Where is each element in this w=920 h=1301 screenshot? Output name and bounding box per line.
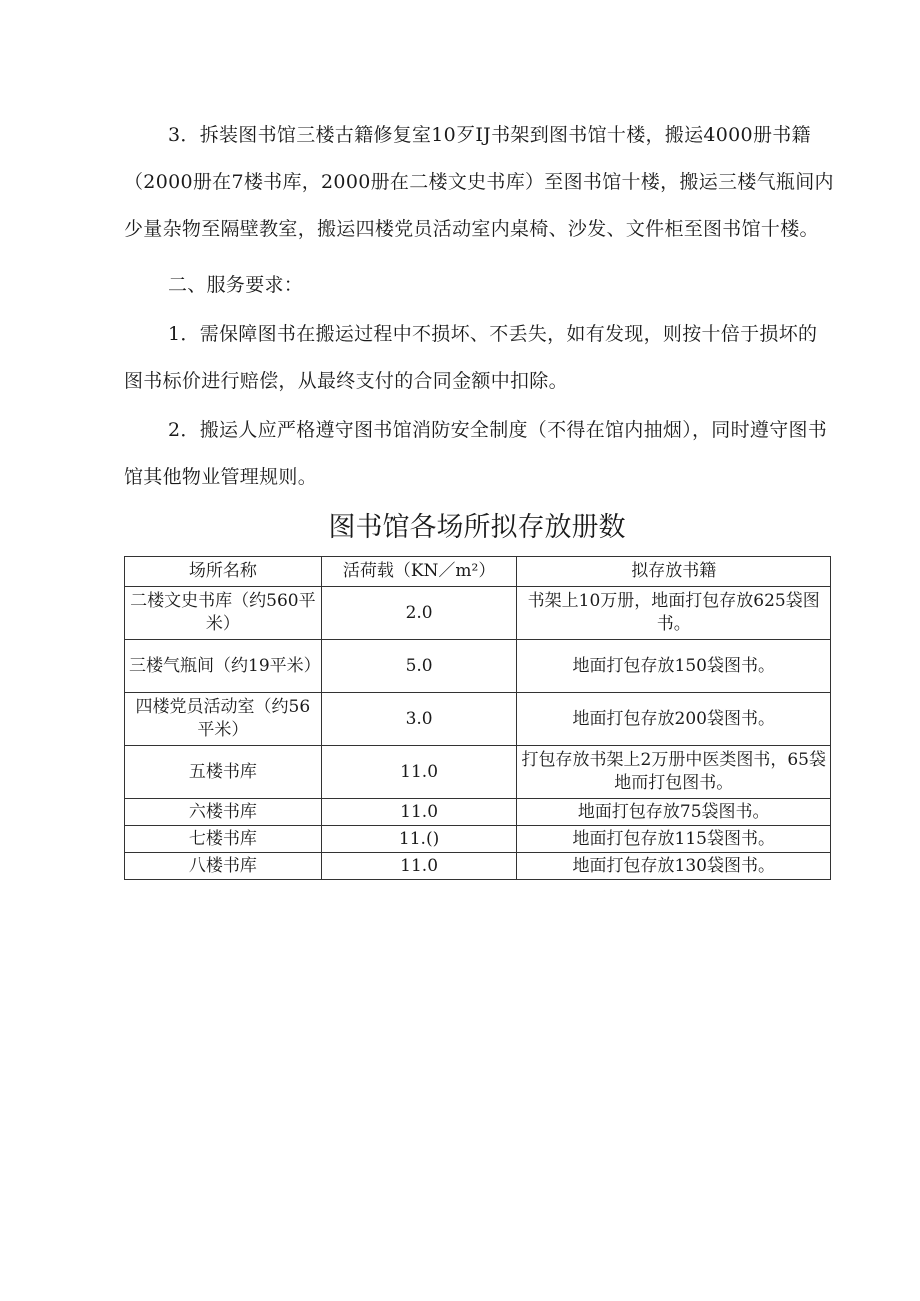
table-row — [125, 693, 831, 746]
header-location: 场所名称 — [125, 557, 322, 587]
cell-live-load: 11.0 — [321, 853, 517, 880]
table-header-row — [125, 557, 831, 587]
cell-planned-books: 打包存放书架上2万册中医类图书，65袋地而打包图书。 — [517, 746, 831, 799]
cell-planned-books: 地面打包存放150袋图书。 — [517, 640, 831, 693]
cell-live-load: 11.() — [321, 826, 517, 853]
paragraph-requirement-1: 1．需保障图书在搬运过程中不损坏、不丢失，如有发现，则按十倍于损坏的图书标价进行赔偿，从最终支付的合同金额中扣除。 — [124, 323, 818, 392]
cell-live-load: 11.0 — [321, 799, 517, 826]
table-row — [125, 746, 831, 799]
cell-location: 五楼书库 — [125, 746, 322, 799]
cell-live-load: 3.0 — [321, 693, 517, 746]
cell-planned-books: 地面打包存放75袋图书。 — [517, 799, 831, 826]
storage-table — [124, 556, 831, 880]
paragraph-item-3: 3．拆装图书馆三楼古籍修复室10歹IJ书架到图书馆十楼，搬运4000册书籍（2000册在7楼书库，2000册在二楼文史书库）至图书馆十楼，搬运三楼气瓶间内少量杂物至隔壁教室，搬运四楼党员活动室内桌椅、沙发、文件柜至图书馆十楼。 — [124, 124, 834, 240]
header-planned-books: 拟存放书籍 — [517, 557, 831, 587]
cell-location: 八楼书库 — [125, 853, 322, 880]
section-heading-service-requirements: 二、服务要求： — [168, 274, 304, 296]
cell-location: 六楼书库 — [125, 799, 322, 826]
table-row — [125, 799, 831, 826]
table-row — [125, 640, 831, 693]
paragraph-requirement-2: 2．搬运人应严格遵守图书馆消防安全制度（不得在馆内抽烟），同时遵守图书馆其他物业管理规则。 — [124, 419, 828, 488]
table-row — [125, 826, 831, 853]
table-title: 图书馆各场所拟存放册数 — [328, 512, 626, 543]
cell-planned-books: 地面打包存放130袋图书。 — [517, 853, 831, 880]
cell-location: 二楼文史书库（约560平米） — [125, 587, 322, 640]
cell-location: 七楼书库 — [125, 826, 322, 853]
cell-live-load: 11.0 — [321, 746, 517, 799]
table-row — [125, 587, 831, 640]
cell-planned-books: 地面打包存放115袋图书。 — [517, 826, 831, 853]
cell-location: 三楼气瓶间（约19平米） — [125, 640, 322, 693]
cell-live-load: 5.0 — [321, 640, 517, 693]
table-row — [125, 853, 831, 880]
cell-planned-books: 地面打包存放200袋图书。 — [517, 693, 831, 746]
cell-live-load: 2.0 — [321, 587, 517, 640]
header-live-load: 活荷载（KN／m²） — [321, 557, 517, 587]
cell-location: 四楼党员活动室（约56平米） — [125, 693, 322, 746]
cell-planned-books: 书架上10万册，地面打包存放625袋图书。 — [517, 587, 831, 640]
